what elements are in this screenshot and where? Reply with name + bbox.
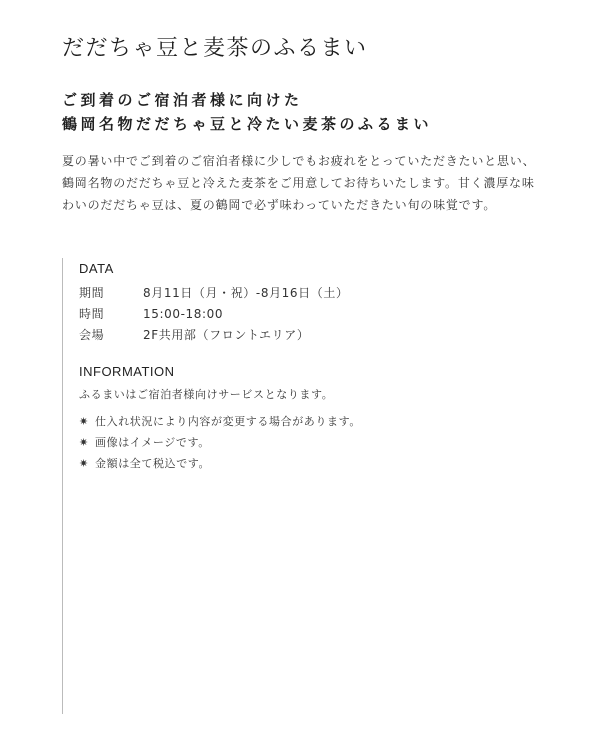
notes-list <box>79 411 361 474</box>
intro-text <box>62 150 562 216</box>
information-lead: ふるまいはご宿泊者様向けサービスとなります。 <box>79 388 334 401</box>
data-value: 8月11日（月・祝）-8月16日（土） <box>143 286 349 300</box>
table-row <box>79 282 349 303</box>
subtitle-line: 鶴岡名物だだちゃ豆と冷たい麦茶のふるまい <box>62 115 433 133</box>
data-key: 時間 <box>79 307 105 321</box>
note-text: 金額は全て税込です。 <box>95 457 211 470</box>
list-item <box>79 453 361 474</box>
asterisk-icon: ✷ <box>79 457 89 470</box>
asterisk-icon: ✷ <box>79 415 89 428</box>
page-title: だだちゃ豆と麦茶のふるまい <box>62 36 368 61</box>
list-item <box>79 432 361 453</box>
intro-line: 夏の暑い中でご到着のご宿泊者様に少しでもお疲れをとっていただきたいと思い、 <box>62 154 536 168</box>
intro-line: わいのだだちゃ豆は、夏の鶴岡で必ず味わっていただきたい旬の味覚です。 <box>62 198 497 212</box>
table-row <box>79 303 349 324</box>
data-heading: DATA <box>79 261 114 276</box>
note-text: 仕入れ状況により内容が変更する場合があります。 <box>95 415 361 428</box>
data-value: 2F共用部（フロントエリア） <box>143 328 310 342</box>
info-panel <box>62 258 543 714</box>
data-key: 会場 <box>79 328 105 342</box>
intro-line: 鶴岡名物のだだちゃ豆と冷えた麦茶をご用意してお待ちいたします。甘く濃厚な味 <box>62 176 535 190</box>
data-table <box>79 282 349 345</box>
subtitle-line: ご到着のご宿泊者様に向けた <box>62 91 303 109</box>
table-row <box>79 324 349 345</box>
asterisk-icon: ✷ <box>79 436 89 449</box>
data-key: 期間 <box>79 286 105 300</box>
data-value: 15:00-18:00 <box>143 306 224 321</box>
list-item <box>79 411 361 432</box>
information-heading: INFORMATION <box>79 364 175 379</box>
note-text: 画像はイメージです。 <box>95 436 210 449</box>
subtitle <box>62 88 432 136</box>
